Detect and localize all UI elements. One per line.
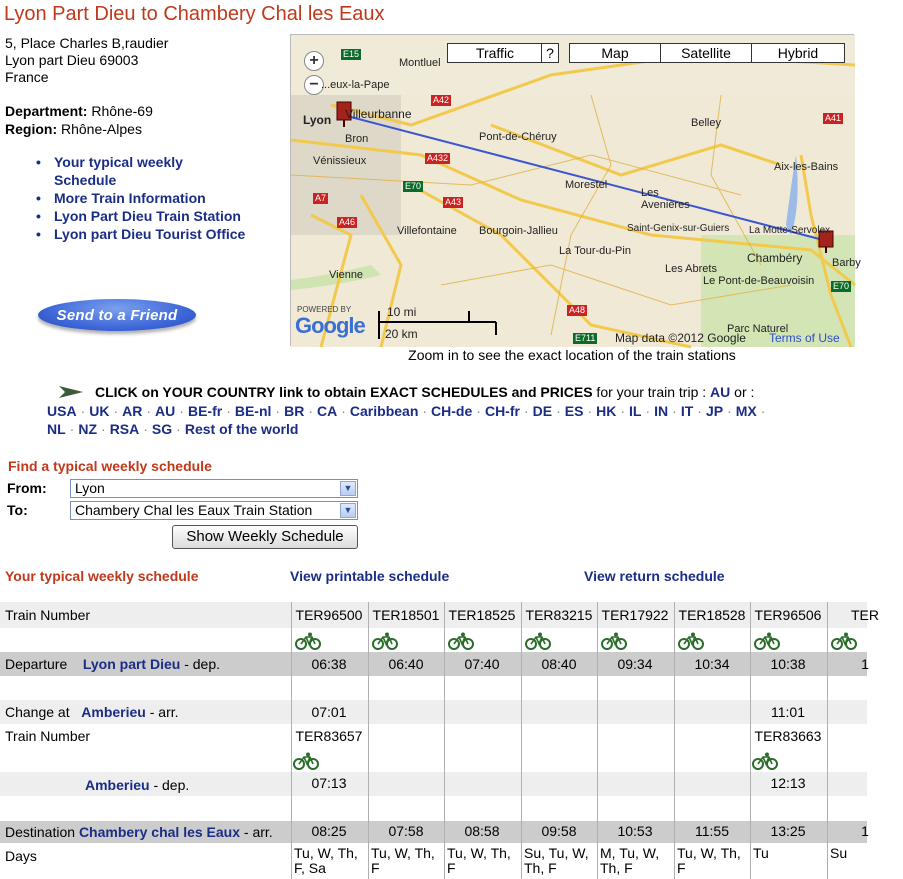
map-label: Bron	[345, 133, 369, 145]
destination-label	[5, 824, 273, 840]
separator: ·	[620, 403, 626, 419]
road-label: A41	[825, 113, 842, 123]
days-cell: Tu	[753, 845, 769, 861]
amberieu-dep-link[interactable]: Amberieu	[85, 777, 150, 793]
zoom-out-button[interactable]: −	[304, 75, 324, 95]
country-link[interactable]: BE-fr	[187, 403, 223, 419]
country-link[interactable]: SG	[151, 421, 173, 437]
link-train-station[interactable]: Lyon Part Dieu Train Station	[54, 208, 241, 224]
separator: ·	[69, 421, 75, 437]
arrival-time-cell: 08:58	[464, 823, 500, 839]
train-number-cell: TER18501	[372, 607, 440, 623]
separator: ·	[587, 403, 593, 419]
map-label: ...eux-la-Pape	[321, 79, 390, 91]
bicycle-icon	[754, 632, 780, 650]
bicycle-icon	[525, 632, 551, 650]
separator: ·	[101, 421, 106, 437]
departure-time-cell: 10:34	[694, 656, 730, 672]
country-link[interactable]: CA	[317, 403, 338, 419]
department-label: Department:	[5, 103, 88, 119]
days-cell: Tu, W, Th, F	[371, 845, 435, 876]
google-logo[interactable]: Google	[295, 313, 365, 338]
separator: ·	[422, 403, 428, 419]
address-line-1: 5, Place Charles B,raudier	[5, 35, 169, 51]
country-link[interactable]: UK	[89, 403, 110, 419]
to-label: To:	[7, 502, 28, 518]
route-map[interactable]	[290, 34, 861, 346]
departure-time-cell: 08:40	[541, 656, 577, 672]
country-link[interactable]: RSA	[109, 421, 140, 437]
bicycle-icon	[601, 632, 627, 650]
to-select-value: Chambery Chal les Eaux Train Station	[75, 502, 313, 518]
separator: ·	[727, 403, 732, 419]
map-label: Parc Naturel	[727, 323, 789, 335]
separator: ·	[697, 403, 702, 419]
map-data-credit: Map data ©2012 Google	[615, 331, 746, 345]
road-label: A43	[445, 197, 462, 207]
arrival-time-cell: 09:58	[541, 823, 577, 839]
country-link[interactable]: BR	[284, 403, 305, 419]
bicycle-icon	[372, 632, 398, 650]
road-label: A42	[433, 95, 450, 105]
finder-title: Find a typical weekly schedule	[8, 458, 212, 474]
separator: ·	[645, 403, 651, 419]
country-or: or :	[730, 384, 755, 400]
train-number-cell: TER18528	[678, 607, 746, 623]
arrival-time-cell: 11:55	[695, 823, 729, 839]
map-label: Vienne	[329, 269, 364, 281]
arrival-time-cell: 10:53	[617, 823, 653, 839]
map-label: Pont-de-Chéruy	[479, 131, 557, 143]
bicycle-icon	[293, 752, 319, 770]
printable-schedule-link[interactable]: View printable schedule	[290, 568, 450, 584]
page-title: Lyon Part Dieu to Chambery Chal les Eaux	[4, 3, 385, 25]
region-info	[5, 102, 153, 138]
map-label: Aix-les-Bains	[774, 161, 839, 173]
country-link[interactable]: DE	[532, 403, 553, 419]
bicycle-icon	[752, 752, 778, 770]
arrow-right-icon	[59, 384, 83, 400]
separator: ·	[308, 403, 313, 419]
separator: ·	[179, 403, 184, 419]
from-select-value: Lyon	[75, 480, 105, 496]
map-label: Chambéry	[747, 251, 803, 265]
amberieu-dep-suffix: - dep.	[149, 777, 190, 793]
road-label: E711	[575, 333, 596, 343]
train-number-cell: TER18525	[448, 607, 516, 623]
train-number-cell: TER83215	[525, 607, 593, 623]
country-link[interactable]: USA	[47, 403, 77, 419]
country-link[interactable]: NZ	[78, 421, 98, 437]
map-label: La Motte-Servolex	[749, 225, 831, 236]
country-link[interactable]: ES	[564, 403, 584, 419]
zoom-in-button[interactable]: +	[304, 51, 324, 71]
country-link[interactable]: IL	[629, 403, 642, 419]
traffic-button[interactable]: Traffic	[447, 43, 543, 63]
train-number-2-label: Train Number	[5, 728, 91, 744]
bicycle-icon	[448, 632, 474, 650]
arrival-time-cell: 07:58	[388, 823, 424, 839]
schedule-title: Your typical weekly schedule	[5, 568, 199, 584]
road-label: E15	[343, 49, 360, 59]
country-link[interactable]: NL	[47, 421, 66, 437]
country-link[interactable]: BE-nl	[234, 403, 272, 419]
map-type-hybrid-button[interactable]: Hybrid	[751, 43, 845, 63]
map-label: La Tour-du-Pin	[559, 245, 631, 257]
departure-suffix: - dep.	[180, 656, 221, 672]
road-label: A432	[427, 153, 449, 163]
road-label: A46	[339, 217, 356, 227]
days-cell: Tu, W, Th, F, Sa	[294, 845, 358, 876]
separator: ·	[556, 403, 561, 419]
country-link[interactable]: HK	[596, 403, 617, 419]
map-label: Vénissieux	[313, 155, 367, 167]
map-label: Lyon	[303, 113, 332, 127]
return-schedule-link[interactable]: View return schedule	[584, 568, 725, 584]
departure-text: Departure	[5, 656, 68, 672]
change-arrival-cell: 07:01	[311, 704, 347, 720]
to-select[interactable]	[70, 501, 358, 520]
from-label: From:	[7, 480, 47, 496]
arrival-time-cell: 08:25	[311, 823, 347, 839]
info-links	[36, 153, 246, 243]
map-label: Villefontaine	[397, 225, 457, 237]
destination-suffix: - arr.	[240, 824, 273, 840]
departure-time-cell: 06:38	[311, 656, 347, 672]
train-number-label: Train Number	[5, 607, 91, 623]
map-label: Les Abrets	[665, 263, 717, 275]
map-label: Montluel	[399, 57, 441, 69]
departure-station-link[interactable]: Lyon part Dieu	[82, 656, 181, 672]
link-more-train-info[interactable]: More Train Information	[54, 190, 206, 206]
train-number-2-cell: TER83663	[754, 728, 822, 744]
destination-text: Destination	[5, 824, 76, 840]
map-label: Saint-Genix-sur-Guiers	[627, 223, 730, 234]
powered-by: POWERED BY	[297, 305, 352, 314]
days-cell: M, Tu, W, Th, F	[600, 845, 660, 876]
separator: ·	[226, 403, 231, 419]
department-value: Rhône-69	[91, 103, 153, 119]
separator: ·	[476, 403, 481, 419]
change-departure-cell: 12:13	[770, 775, 806, 791]
chevron-down-icon[interactable]: ▼	[340, 481, 356, 496]
country-intro-rest: for your train trip :	[592, 384, 711, 400]
separator: ·	[523, 403, 529, 419]
country-link[interactable]: IT	[680, 403, 694, 419]
train-number-cell: TER96500	[295, 607, 363, 623]
separator: ·	[80, 403, 86, 419]
map-type-satellite-button[interactable]: Satellite	[660, 43, 752, 63]
arrival-time-cell: 1	[861, 823, 869, 839]
road-label: A7	[315, 193, 327, 203]
scale-miles: 10 mi	[387, 305, 417, 319]
change-suffix: - arr.	[145, 704, 179, 720]
send-to-friend-button[interactable]: Send to a Friend	[38, 299, 196, 331]
map-type-map-button[interactable]: Map	[569, 43, 661, 63]
country-link[interactable]: AR	[122, 403, 143, 419]
separator: ·	[672, 403, 677, 419]
map-label: Morestel	[565, 179, 608, 191]
departure-time-cell: 07:40	[464, 656, 500, 672]
separator: ·	[760, 403, 766, 419]
separator: ·	[176, 421, 181, 437]
country-intro-bold: CLICK on YOUR COUNTRY link to obtain EXACT SCHEDULES and PRICES	[95, 384, 593, 400]
train-number-cell: TER	[851, 607, 879, 623]
map-label: Belley	[691, 117, 721, 129]
bicycle-icon	[678, 632, 704, 650]
link-weekly-schedule[interactable]: Your typical weekly Schedule	[54, 154, 183, 188]
road-label: A48	[569, 305, 586, 315]
separator: ·	[143, 421, 148, 437]
days-cell: Tu, W, Th, F	[677, 845, 741, 876]
separator: ·	[146, 403, 152, 419]
days-cell: Su, Tu, W, Th, F	[524, 845, 589, 876]
station-address	[5, 35, 168, 86]
address-line-3: France	[5, 69, 49, 85]
map-label: Barby	[832, 257, 861, 269]
country-link[interactable]: Caribbean	[349, 403, 419, 419]
change-at-text: Change at	[5, 704, 70, 720]
show-weekly-schedule-button[interactable]: Show Weekly Schedule	[172, 525, 358, 549]
road-label: E70	[405, 181, 422, 191]
departure-time-cell: 1	[861, 656, 869, 672]
days-cell: Su	[830, 845, 848, 861]
country-link[interactable]: IN	[654, 403, 669, 419]
country-intro	[95, 384, 754, 400]
separator: ·	[275, 403, 281, 419]
link-tourist-office[interactable]: Lyon part Dieu Tourist Office	[54, 226, 246, 242]
country-link[interactable]: AU	[155, 403, 176, 419]
departure-time-cell: 09:34	[617, 656, 653, 672]
from-select[interactable]	[70, 479, 358, 498]
terms-of-use-link[interactable]: Terms of Use	[769, 331, 840, 345]
chevron-down-icon[interactable]: ▼	[340, 503, 356, 518]
departure-time-cell: 10:38	[770, 656, 806, 672]
separator: ·	[113, 403, 119, 419]
change-arrival-cell: 11:01	[771, 704, 805, 720]
map-label: Le Pont-de-Beauvoisin	[703, 275, 815, 287]
traffic-help-button[interactable]: ?	[541, 43, 559, 63]
scale-km: 20 km	[385, 327, 418, 341]
train-number-cell: TER17922	[601, 607, 669, 623]
destination-station-link[interactable]: Chambery chal les Eaux	[78, 824, 241, 840]
country-link[interactable]: CH-fr	[484, 403, 520, 419]
country-links	[47, 402, 827, 438]
map-label: Les Avenières	[641, 187, 690, 211]
country-link[interactable]: Rest of the world	[184, 421, 299, 437]
change-at-label	[5, 704, 179, 720]
map-label: Bourgoin-Jallieu	[479, 225, 558, 237]
country-current-link[interactable]: AU	[710, 384, 731, 400]
country-link[interactable]: MX	[735, 403, 757, 419]
change-departure-cell: 07:13	[311, 775, 347, 791]
region-label: Region:	[5, 121, 58, 137]
train-number-cell: TER96506	[754, 607, 822, 623]
separator: ·	[341, 403, 346, 419]
departure-label	[5, 656, 220, 672]
bicycle-icon	[831, 632, 857, 650]
map-caption: Zoom in to see the exact location of the train stations	[408, 347, 736, 363]
change-station-link[interactable]: Amberieu	[81, 704, 146, 720]
departure-time-cell: 06:40	[388, 656, 424, 672]
map-label: Villeurbanne	[345, 107, 412, 121]
train-number-2-cell: TER83657	[295, 728, 363, 744]
region-value: Rhône-Alpes	[61, 121, 142, 137]
amberieu-dep-label	[85, 777, 189, 793]
country-link[interactable]: JP	[705, 403, 724, 419]
days-cell: Tu, W, Th, F	[447, 845, 511, 876]
road-label: E70	[833, 281, 850, 291]
arrival-time-cell: 13:25	[770, 823, 806, 839]
bicycle-icon	[295, 632, 321, 650]
days-label: Days	[5, 848, 37, 864]
address-line-2: Lyon part Dieu 69003	[5, 52, 139, 68]
country-link[interactable]: CH-de	[431, 403, 473, 419]
